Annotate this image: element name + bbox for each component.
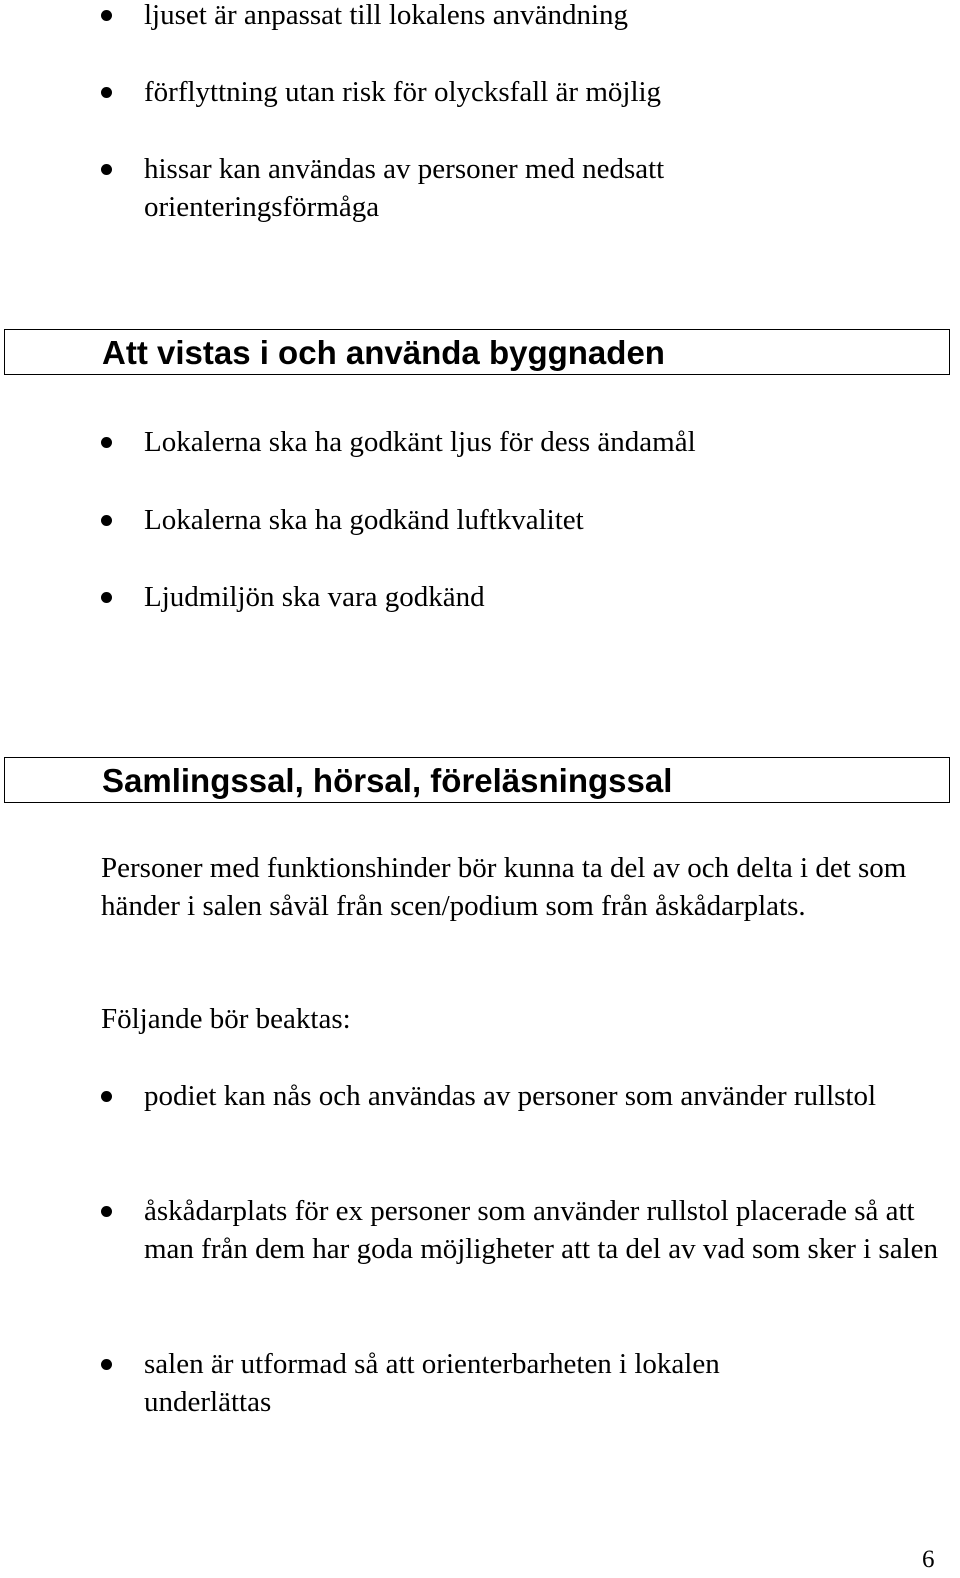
body-paragraph: Personer med funktionshinder bör kunna ta del av och delta i det som händer i salen såväl från scen/podium som från åskådarplats. [101,852,907,922]
list-item-text: Ljudmiljön ska vara godkänd [144,581,485,613]
list-item [0,1345,960,1421]
list-item [0,1192,960,1345]
list-item-text: hissar kan användas av personer med nedsatt orienteringsförmåga [144,153,665,223]
list-item-text: åskådarplats för ex personer som använder rullstol placerade så att man från dem har goda möjligheter att ta del av vad som sker i salen [144,1195,939,1265]
list-item-text: Lokalerna ska ha godkänd luftkvalitet [144,504,584,536]
list-item [0,501,960,578]
bullet-icon [101,164,112,175]
section2-bullet-list [0,1077,960,1421]
list-item-text: podiet kan nås och användas av personer som använder rullstol [144,1080,877,1112]
list-item-text: förflyttning utan risk för olycksfall är möjlig [144,76,662,108]
bullet-icon [101,10,112,21]
list-item-text: Lokalerna ska ha godkänt ljus för dess ändamål [144,426,696,458]
list-item [0,423,960,501]
section-heading: Samlingssal, hörsal, föreläsningssal [102,762,673,799]
bullet-icon [101,87,112,98]
bullet-icon [101,515,112,526]
bullet-icon [101,1091,112,1102]
bullet-icon [101,1206,112,1217]
section-heading: Att vistas i och använda byggnaden [102,334,665,371]
list-item [0,150,960,226]
top-bullet-list [0,0,960,226]
list-item [0,73,960,150]
list-item-text: salen är utformad så att orienterbarheten i lokalen underlättas [144,1348,720,1418]
list-item-text: ljuset är anpassat till lokalens användning [144,0,629,31]
section-heading-box [4,757,950,803]
section-heading-box [4,329,950,375]
section1-bullet-list [0,423,960,616]
page-number: 6 [922,1546,935,1573]
bullet-icon [101,592,112,603]
list-item [0,0,960,73]
list-item [0,1077,960,1192]
list-item [0,578,960,616]
lead-text: Följande bör beaktas: [101,1003,351,1035]
bullet-icon [101,1359,112,1370]
bullet-icon [101,437,112,448]
